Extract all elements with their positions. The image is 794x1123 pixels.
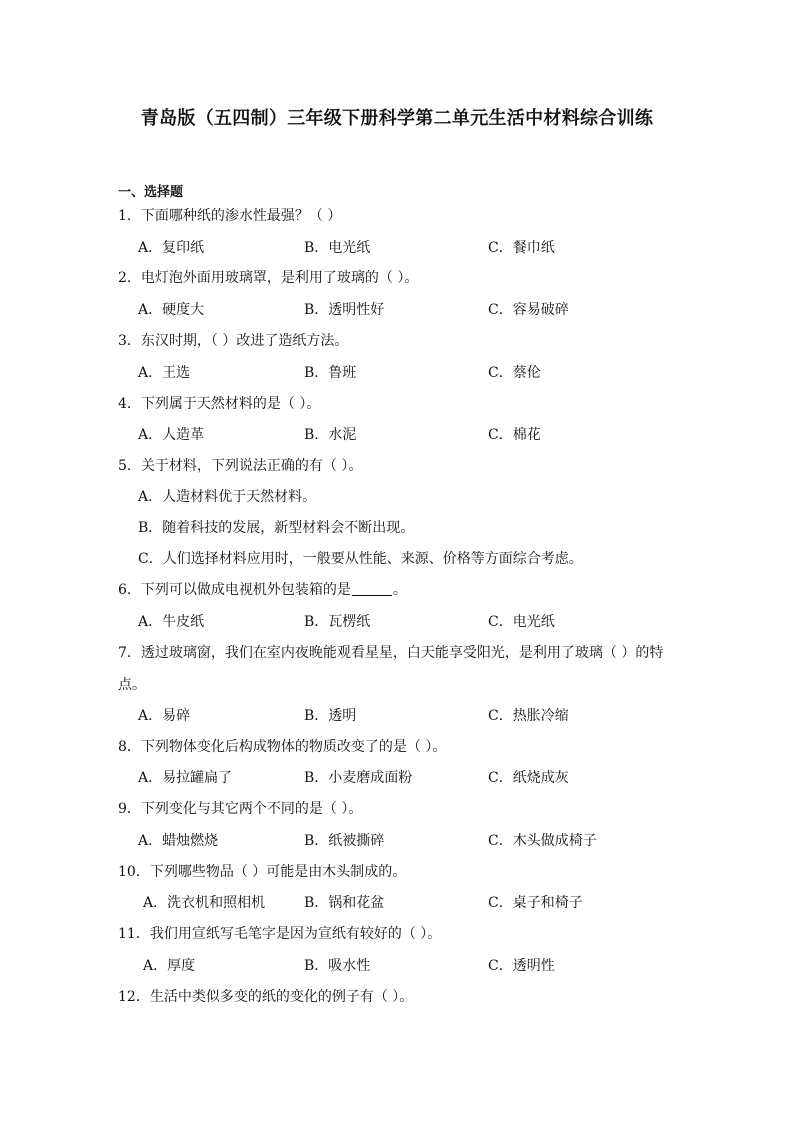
question-7-stem: 7．透过玻璃窗，我们在室内夜晚能观看星星，白天能享受阳光，是利用了玻璃（ ）的特 (118, 645, 664, 661)
question-6-stem-end: 。 (392, 582, 407, 598)
question-10-option-c: C．桌子和椅子 (488, 895, 583, 911)
question-9-stem: 9．下列变化与其它两个不同的是（ ）。 (118, 801, 363, 817)
question-6-option-a: A．牛皮纸 (138, 614, 205, 630)
question-1-option-c: C．餐巾纸 (488, 240, 555, 256)
question-9-option-a: A．蜡烛燃烧 (138, 833, 219, 849)
question-3-option-b: B．鲁班 (304, 365, 357, 381)
question-11-stem: 11．我们用宣纸写毛笔字是因为宣纸有较好的（ ）。 (118, 926, 442, 942)
page-title: 青岛版（五四制）三年级下册科学第二单元生活中材料综合训练 (140, 108, 654, 129)
question-7-option-c: C．热胀冷缩 (488, 708, 569, 724)
question-5-option-c: C．人们选择材料应用时，一般要从性能、来源、价格等方面综合考虑。 (138, 551, 583, 567)
question-5-option-b: B．随着科技的发展，新型材料会不断出现。 (138, 520, 415, 536)
question-2-stem: 2．电灯泡外面用玻璃罩，是利用了玻璃的（ ）。 (118, 270, 419, 286)
question-3-stem: 3．东汉时期，（ ）改进了造纸方法。 (118, 333, 349, 349)
question-9-option-c: C．木头做成椅子 (488, 833, 597, 849)
question-6-stem (118, 581, 407, 599)
question-8-option-c: C．纸烧成灰 (488, 770, 569, 786)
question-8-option-b: B．小麦磨成面粉 (304, 770, 413, 786)
question-3-option-a: A．王选 (138, 365, 191, 381)
question-11-option-b: B．吸水性 (304, 958, 371, 974)
question-4-option-b: B．水泥 (304, 427, 357, 443)
section-heading: 一、选择题 (118, 185, 184, 200)
question-2-option-b: B．透明性好 (304, 302, 385, 318)
question-10-option-b: B．锅和花盆 (304, 895, 385, 911)
question-10-option-a: A．洗衣机和照相机 (143, 895, 266, 911)
question-7-option-a: A．易碎 (138, 708, 191, 724)
question-4-option-c: C．棉花 (488, 427, 541, 443)
question-8-option-a: A．易拉罐扁了 (138, 770, 233, 786)
question-2-option-a: A．硬度大 (138, 302, 205, 318)
question-6-option-c: C．电光纸 (488, 614, 555, 630)
question-1-option-a: A．复印纸 (138, 240, 205, 256)
question-4-stem: 4．下列属于天然材料的是（ ）。 (118, 396, 321, 412)
question-4-option-a: A．人造革 (138, 427, 205, 443)
question-12-stem: 12．生活中类似多变的纸的变化的例子有（ ）。 (118, 989, 414, 1005)
question-2-option-c: C．容易破碎 (488, 302, 569, 318)
question-6-option-b: B．瓦楞纸 (304, 614, 371, 630)
question-3-option-c: C．蔡伦 (488, 365, 541, 381)
question-7-stem-continuation: 点。 (118, 677, 146, 693)
question-5-option-a: A．人造材料优于天然材料。 (138, 489, 317, 505)
question-9-option-b: B．纸被撕碎 (304, 833, 385, 849)
question-11-option-c: C．透明性 (488, 958, 555, 974)
question-1-stem: 1．下面哪种纸的渗水性最强？（ ） (118, 208, 342, 224)
question-10-stem: 10．下列哪些物品（ ）可能是由木头制成的。 (118, 864, 407, 880)
question-7-option-b: B．透明 (304, 708, 357, 724)
question-1-option-b: B．电光纸 (304, 240, 371, 256)
question-11-option-a: A．厚度 (143, 958, 196, 974)
question-6-stem-text: 6．下列可以做成电视机外包装箱的是 (118, 582, 351, 598)
answer-blank (352, 595, 392, 596)
question-5-stem: 5．关于材料，下列说法正确的有（ ）。 (118, 458, 363, 474)
question-8-stem: 8．下列物体变化后构成物体的物质改变了的是（ ）。 (118, 739, 447, 755)
